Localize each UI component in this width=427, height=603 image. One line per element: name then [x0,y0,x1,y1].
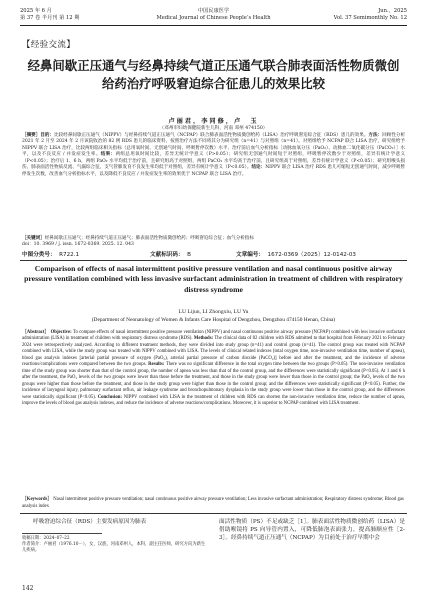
en-keywords-label: ［Keywords］ [22,497,53,502]
received-date: 收稿日期：2024–07–22 [22,536,70,541]
chinese-affiliation: （邓州市妇幼保健院新生儿科，河南 邓州 474150） [159,126,268,131]
results-label: 结果： [100,152,116,158]
header-rule [20,25,407,26]
art-label: 文章编号： [236,252,264,258]
en-conclusion-label: Conclusion: [97,394,122,400]
english-authors: LU Lijun, LI Zhongxiu, LU Yu [178,309,249,315]
running-header [20,8,407,30]
keywords-label: ［关键词］ [22,236,45,241]
abstract-label: ［摘要］ [22,133,41,138]
header-journal-cn: 中国民康医学 [197,8,230,14]
en-keywords-text: Nasal intermittent positive pressure ventilation; nasal continuous positive airway pressure ventilation; Less invasive surfactant administration; Respiratory distress syndrome; Blood gas analysis index [22,497,404,509]
author-bio: 作者简介：卢丽君（1976.10－），女，汉族，河南邓州人，本科，副主任医师，研究方向为新生儿疾病。 [22,542,206,554]
results-text: 两组总用氧时间比较，差异无统计学意义（P>0.05）；研究组无创通气时间短于对照组，呼吸暂停次数少于对照组，差异有统计学意义（P<0.05）；治疗后 1、6 h，两组 PaO₂ 水平均低于治疗前，且研究组高于对照组，两组 PaCO₂ 水平均高于治疗前，且研究组高于对照组，差异有统计学意义（P<0.05）；研究组喉头损伤、肺表面活性物质反流、气漏综合征、支气管肺发育不良发生率均低于对照组，差异有统计学意义（P<0.05）。 [22,152,405,171]
en-results-text: There was no significant difference in the total oxygen time between the two groups (P>0.05). The non-invasive ventilation time of the study group was shorter than that of the control group, the number of apnea was less than that of the control group, and the differences were statistically significant (P<0.05). At 1 and 6 h after the treatment, the PaO₂ levels of the two groups were lower than those before the treatment, and those in the study group were lower than those in the control group; the PaO₂ levels of the two groups were higher than those before the treatment, and those in the study group were higher than those in the control group; and the differences were statistically significant (P<0.05). Further, the incidence of laryngeal injury, pulmonary surfactant reflux, air leakage syndrome and bronchopulmonary dysplasia in the study group were lower than those in the control group, and the differences were statistically significant (P<0.05). [22,362,406,400]
objective-text: 比较经鼻间歇正压通气（NIPPV）与经鼻持续气道正压通气（NCPAP）联合肺表面活性物质微创给药（LISA）治疗呼吸窘迫综合征（RDS）患儿的效果。 [54,133,369,138]
en-methods-text: The clinical data of 82 children with RDS admitted to that hospital from February 2021 to February 2024 were retrospectively analyzed. According to different treatment methods, they were divided into study group (n=41) and control group (n=41). The control group was treated with NCPAP combined with LISA, while the study group was treated with NIPPV combined with LISA. The levels of clinical related indexes (total oxygen time, non-invasive ventilation time, number of apnea), blood gas analysis indexes [arterial partial pressure of oxygen (PaO₂), arterial partial pressure of carbon dioxide (PaCO₂)] before and after the treatment, and the incidence of adverse reactions/complications were compared between the two groups. [22,336,406,368]
methods-text: 回顾性分析 2021 年 2 月至 2024 年 2 月该院收治的 82 例 RDS 患儿的临床资料，按照治疗方法不同将其分为研究组（n=41）与对照组（n=41）。对照组给予 NCPAP 联合 LISA 治疗，研究组给予 NIPPV 联合 LISA 治疗，比较两组临床相关指标（总用氧时间、无创通气时间、呼吸暂停次数）水平、治疗前后血气分析指标［动脉血氧分压（PaO₂）、动脉血二氧化碳分压（PaCO₂）］水平，以及不良反应 / 并发症发生率。 [22,133,406,158]
english-title: Comparison of effects of nasal intermittent positive pressure ventilation and nasal continuous positive airway pressure ventilation combined with less invasive surfactant administration in treatment of children with respiratory distress syndrome [24,264,403,294]
art-value: 1672-0369（2025）12-0142-03 [267,252,356,258]
en-objective-text: To compare effects of nasal intermittent positive pressure ventilation (NIPPV) and nasal continuous positive airway pressure (NCPAP) combined with less invasive surfactant administration (LISA) in treatment of children with respiratory distress syndrome (RDS). [22,330,405,342]
classification-divider [20,260,407,261]
clc-value: R722.1 [59,252,80,258]
chinese-abstract [22,133,405,178]
document-code [150,250,191,258]
header-issue-info-en [334,8,407,22]
body-rule [20,513,407,514]
doc-value: B [187,252,191,258]
objective-label: 目的： [40,133,55,138]
en-conclusion-text: NIPPV combined with LISA in the treatment of children with RDS can shorten the non-invasive ventilation time, reduce the number of apnea, improve the levels of blood gas analysis indexes, and reduce the incidence of adverse reactions/complications. Moreover, it is superior to NCPAP combined with LISA treatment. [22,394,406,407]
chinese-title: 经鼻间歇正压通气与经鼻持续气道正压通气联合肺表面活性物质微创给药治疗呼吸窘迫综合征患儿的效果比较 [27,58,400,91]
classification-row [22,250,405,259]
clc-number [22,250,79,258]
page-number: 142 [22,585,34,592]
english-abstract [22,330,405,408]
clc-label: 中图分类号： [22,252,56,258]
body-left-column: 呼吸窘迫综合征（RDS）主要发病原因为肺表 [33,519,147,525]
en-abstract-label: ［Abstract］ [22,330,50,335]
footnotes [22,536,208,555]
conclusion-text: NIPPV 联合 LISA 治疗 RDS 患儿可缩短无创通气时间，减少呼吸暂停发生次数，改善血气分析指标水平，以及降低不良反应 / 并发症发生率的效果优于 NCPAP 联合 LISA 治疗。 [22,165,406,177]
section-tag: 【经验交流】 [22,39,76,49]
english-affiliation: (Department of Neonatology of Women & Infants Care Hospital of Dengzhou, Dengzhou 474150 Henan, China) [91,317,336,323]
doc-label: 文献标识码： [150,252,184,258]
english-keywords [22,497,405,510]
header-journal-en: Medical Journal of Chinese People’s Health [156,15,271,21]
en-methods-label: Methods: [193,336,214,342]
en-objective-label: Objective: [50,330,72,335]
chinese-authors: 卢丽君，李同修，卢 玉 [168,118,259,125]
chinese-keywords [22,236,405,249]
footnote-rule [22,533,102,534]
article-number [236,250,356,258]
header-date: 2025 年 6 月 [20,8,52,14]
doi-text: doi：10. 3969 / j. issn. 1672-0369. 2025. 12. 043 [22,242,134,248]
header-volume-en: Vol. 37 Semimonthly No. 12 [333,15,407,21]
en-results-label: Results: [148,362,165,368]
body-right-column: 面活性物质（PS）不足或缺乏［1］。肺表面活性物质微创给药（LISA）是借助喉镜将 PS 向导管内置入，可降低肺泡表面张力，提高肺顺应性［2-3］。经鼻持续气道正压通气（NCPAP）为目前处于治疗早期中会 [219,519,405,542]
header-volume: 第 37 卷 半月刊 第 12 期 [20,15,80,21]
keywords-text: 经鼻间歇正压通气；经鼻持续气道正压通气；肺表面活性物质微创给药；呼吸窘迫综合征；血气分析指标 [44,236,254,241]
header-date-en: Jun.，2025 [378,8,407,14]
conclusion-label: 结论： [251,165,266,171]
methods-label: 方法： [368,133,383,138]
